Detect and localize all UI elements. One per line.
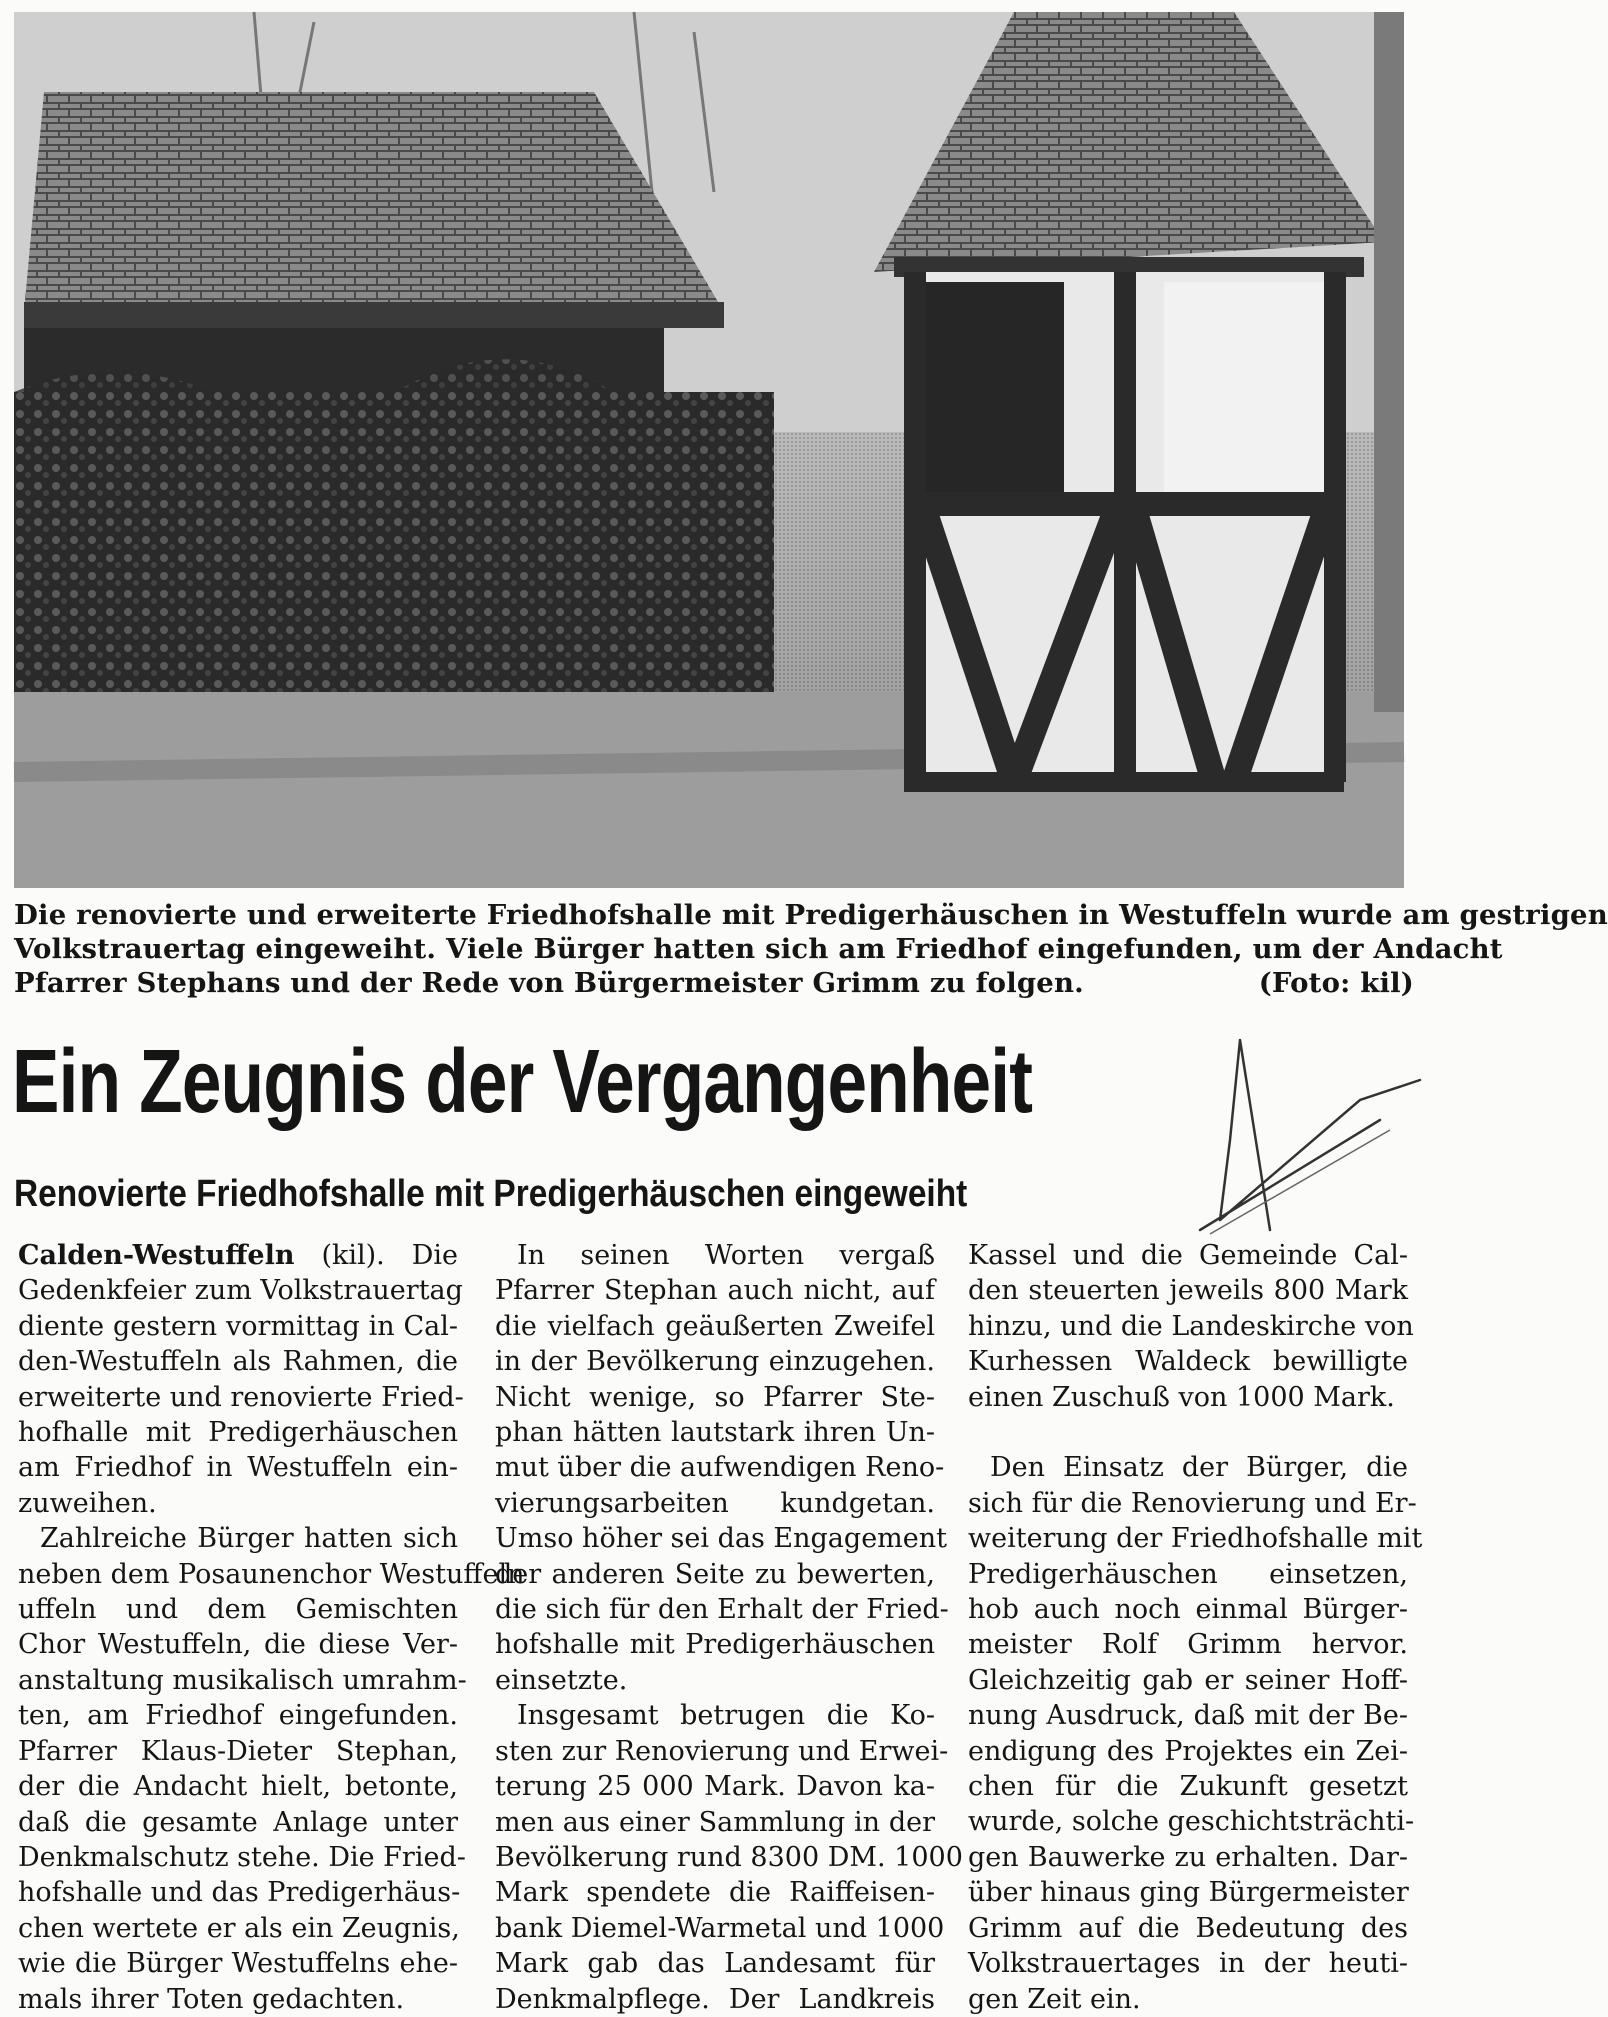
col1-line: hofshalle und das Predigerhäus- [18, 1877, 461, 1909]
col2-line: mut über die aufwendigen Reno- [495, 1452, 945, 1484]
photo-illustration [14, 12, 1404, 888]
col3-line: den steuerten jeweils 800 Mark [968, 1275, 1408, 1307]
col2-line: der anderen Seite zu bewerten, [495, 1558, 935, 1590]
col2-line: einsetzte. [495, 1664, 628, 1696]
col3-line: gen Zeit ein. [968, 1983, 1141, 2015]
col3-line: Kurhessen Waldeck bewilligte [968, 1346, 1408, 1378]
col1-line: der die Andacht hielt, betonte, [18, 1771, 458, 1803]
newspaper-photo [14, 12, 1404, 888]
col1-line: Chor Westuffeln, die diese Ver- [18, 1629, 458, 1661]
col2-line: Mark spendete die Raiffeisen- [495, 1877, 935, 1909]
col3-line: hob auch noch einmal Bürger- [968, 1594, 1408, 1626]
col2-line: hofshalle mit Predigerhäuschen [495, 1629, 935, 1661]
article-column-2 [495, 1238, 963, 2017]
col2-line: Mark gab das Landesamt für [495, 1948, 935, 1980]
col2-line: in der Bevölkerung einzugehen. [495, 1346, 935, 1378]
col1-line: Zahlreiche Bürger hatten sich [40, 1523, 458, 1555]
col1-line: uffeln und dem Gemischten [18, 1594, 458, 1626]
col2-line: vierungsarbeiten kundgetan. [495, 1487, 935, 1519]
col2-line: terung 25 000 Mark. Davon ka- [495, 1771, 935, 1803]
col3-line: über hinaus ging Bürgermeister [968, 1877, 1409, 1909]
col1-line: Gedenkfeier zum Volkstrauertag [18, 1275, 463, 1307]
col1-line: zuweihen. [18, 1487, 157, 1519]
col3-line: hinzu, und die Landeskirche von [968, 1310, 1414, 1342]
col2-line: phan hätten lautstark ihren Un- [495, 1417, 935, 1449]
photo-caption [14, 898, 1608, 1000]
col2-line: Umso höher sei das Engagement [495, 1523, 947, 1555]
col1-line-1 [18, 1238, 458, 1273]
caption-line-3-text: Pfarrer Stephans und der Rede von Bürgermeister Grimm zu folgen. [14, 967, 1084, 999]
article-column-1 [18, 1238, 525, 2017]
col2-line: Bevölkerung rund 8300 DM. 1000 [495, 1841, 963, 1873]
col3-line: einen Zuschuß von 1000 Mark. [968, 1381, 1395, 1413]
col1-line: am Friedhof in Westuffeln ein- [18, 1452, 458, 1484]
col3-line: weiterung der Friedhofshalle mit [968, 1523, 1423, 1555]
col3-line: Grimm auf die Bedeutung des [968, 1912, 1408, 1944]
caption-line-1: Die renovierte und erweiterte Friedhofshalle mit Predigerhäuschen in Westuffeln wurde am gestrigen [14, 899, 1608, 931]
col1-line: wie die Bürger Westuffelns ehe- [18, 1948, 458, 1980]
col2-line: Pfarrer Stephan auch nicht, auf [495, 1275, 935, 1307]
col1-line: den-Westuffeln als Rahmen, die [18, 1346, 458, 1378]
paragraph-gap [968, 1415, 1408, 1450]
col1-line: mals ihrer Toten gedachten. [18, 1983, 405, 2015]
col2-line: Denkmalpflege. Der Landkreis [495, 1983, 935, 2015]
article-column-3 [968, 1238, 1423, 2017]
col1-line: neben dem Posaunenchor Westuffeln [18, 1558, 525, 1590]
col1-line: diente gestern vormittag in Cal- [18, 1310, 458, 1342]
col1-line: erweiterte und renovierte Fried- [18, 1381, 464, 1413]
col3-line: Predigerhäuschen einsetzen, [968, 1558, 1408, 1590]
col3-line: Volkstrauertages in der heuti- [968, 1948, 1408, 1980]
col1-line: anstaltung musikalisch umrahm- [18, 1664, 467, 1696]
caption-line-2: Volkstrauertag eingeweiht. Viele Bürger hatten sich am Friedhof eingefunden, um der Andacht [14, 933, 1503, 965]
col1-line: Pfarrer Klaus-Dieter Stephan, [18, 1735, 458, 1767]
dateline: Calden-Westuffeln [18, 1240, 295, 1271]
col3-line: nung Ausdruck, daß mit der Be- [968, 1700, 1408, 1732]
handwritten-mark [1160, 1020, 1430, 1250]
col2-line: men aus einer Sammlung in der [495, 1806, 935, 1838]
col1-line: ten, am Friedhof eingefunden. [18, 1700, 458, 1732]
col3-line: chen für die Zukunft gesetzt [968, 1771, 1408, 1803]
col3-line: Gleichzeitig gab er seiner Hoff- [968, 1664, 1408, 1696]
col2-line: die vielfach geäußerten Zweifel [495, 1310, 935, 1342]
photo-credit: (Foto: kil) [1258, 967, 1414, 999]
caption-line-3 [14, 966, 1414, 1000]
col2-line: Insgesamt betrugen die Ko- [517, 1700, 935, 1732]
col1-line: daß die gesamte Anlage unter [18, 1806, 458, 1838]
col1-line-1-text: (kil). Die [294, 1240, 458, 1271]
col2-line: In seinen Worten vergaß [517, 1240, 935, 1271]
col3-line: Kassel und die Gemeinde Cal- [968, 1240, 1408, 1271]
col1-line: chen wertete er als ein Zeugnis, [18, 1912, 460, 1944]
col2-line: sten zur Renovierung und Erwei- [495, 1735, 949, 1767]
col3-line: sich für die Renovierung und Er- [968, 1487, 1417, 1519]
col1-line: Denkmalschutz stehe. Die Fried- [18, 1841, 466, 1873]
col3-line: wurde, solche geschichtsträchti- [968, 1806, 1415, 1838]
col2-line: bank Diemel-Warmetal und 1000 [495, 1912, 945, 1944]
col2-line: die sich für den Erhalt der Fried- [495, 1594, 949, 1626]
col3-line: Den Einsatz der Bürger, die [990, 1452, 1408, 1484]
col3-line: gen Bauwerke zu erhalten. Dar- [968, 1841, 1408, 1873]
col3-line: endigung des Projektes ein Zei- [968, 1735, 1408, 1767]
col2-line: Nicht wenige, so Pfarrer Ste- [495, 1381, 935, 1413]
headline: Ein Zeugnis der Vergangenheit [12, 1032, 1033, 1132]
subheadline: Renovierte Friedhofshalle mit Predigerhäuschen eingeweiht [14, 1173, 968, 1215]
col1-line: hofhalle mit Predigerhäuschen [18, 1417, 458, 1449]
col3-line: meister Rolf Grimm hervor. [968, 1629, 1408, 1661]
